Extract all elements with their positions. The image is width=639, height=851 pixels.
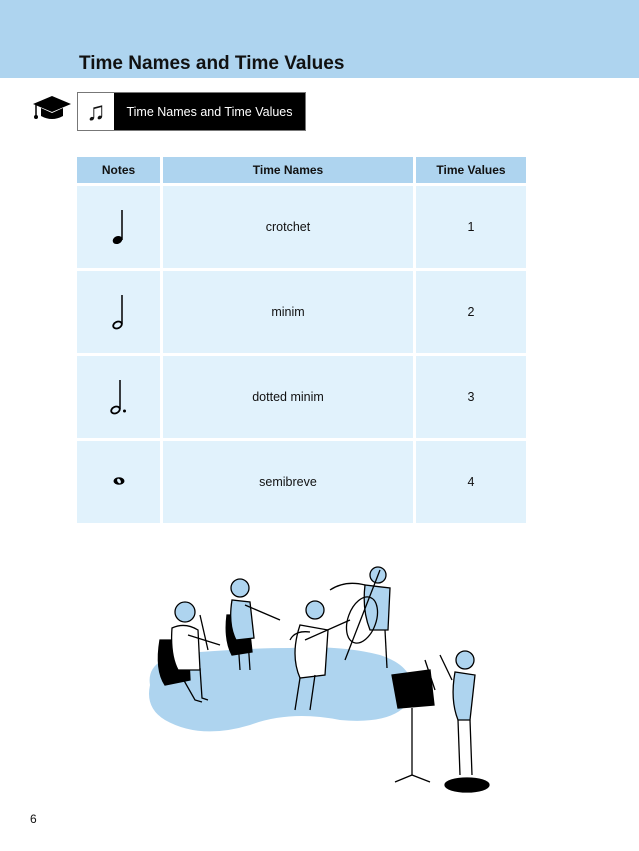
semibreve-note-icon — [109, 473, 129, 489]
table-row — [77, 271, 526, 353]
time-value: 1 — [416, 186, 526, 268]
time-name: semibreve — [163, 441, 413, 523]
page-number: 6 — [30, 812, 37, 826]
header-time-names: Time Names — [163, 157, 413, 183]
section-heading — [77, 92, 306, 131]
time-value: 3 — [416, 356, 526, 438]
time-value: 4 — [416, 441, 526, 523]
dotted-minim-note-icon — [107, 376, 131, 416]
table-row — [77, 356, 526, 438]
beamed-eighth-notes-icon: ♫ — [78, 93, 114, 130]
time-name: dotted minim — [163, 356, 413, 438]
graduation-cap-icon — [32, 94, 72, 122]
minim-note-icon — [109, 291, 129, 331]
time-value: 2 — [416, 271, 526, 353]
time-name: minim — [163, 271, 413, 353]
page-title: Time Names and Time Values — [79, 53, 345, 74]
table-row — [77, 186, 526, 268]
header-notes: Notes — [77, 157, 160, 183]
crotchet-note-icon — [109, 206, 129, 246]
orchestra-illustration — [140, 560, 500, 810]
table-row — [77, 441, 526, 523]
section-label: Time Names and Time Values — [126, 104, 293, 119]
time-name: crotchet — [163, 186, 413, 268]
header-time-values: Time Values — [416, 157, 526, 183]
time-values-table — [74, 154, 529, 526]
